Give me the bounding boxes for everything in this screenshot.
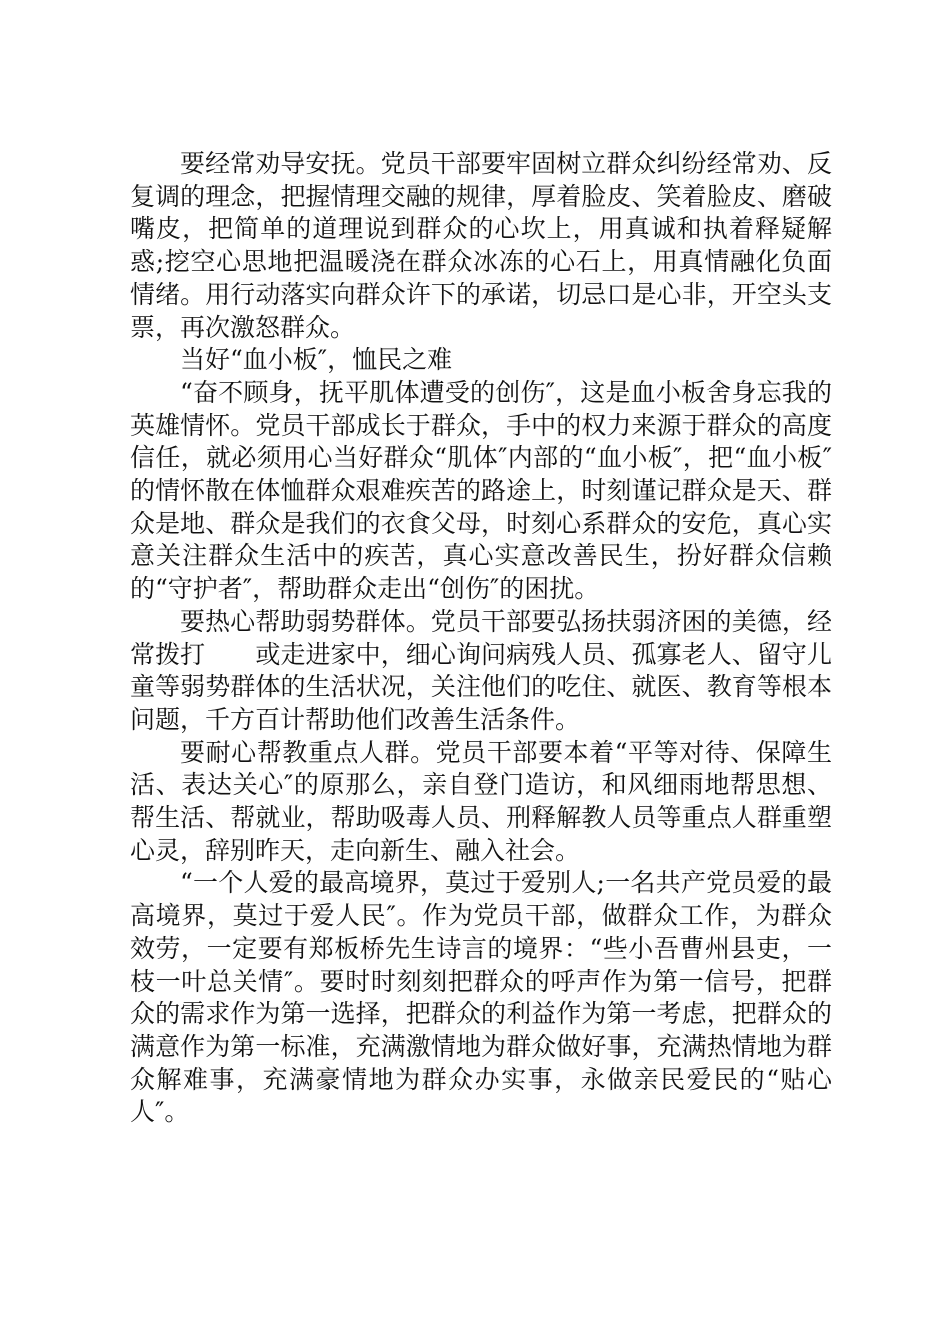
document-body	[130, 148, 832, 1129]
paragraph-persuade: 要经常劝导安抚。党员干部要牢固树立群众纠纷经常劝、反复调的理念，把握情理交融的规律，厚着脸皮、笑着脸皮、磨破嘴皮，把简单的道理说到群众的心坎上，用真诚和执着释疑解惑;挖空心思地把温暖浇在群众冰冻的心石上，用真情融化负面情绪。用行动落实向群众许下的承诺，切忌口是心非，开空头支票，再次激怒群众。	[130, 149, 832, 342]
paragraph-key-groups: 要耐心帮教重点人群。党员干部要本着“平等对待、保障生活、表达关心″的原那么，亲自登门造访，和风细雨地帮思想、帮生活、帮就业，帮助吸毒人员、刑释解教人员等重点人群重塑心灵，辞别昨天，走向新生、融入社会。	[130, 737, 832, 865]
paragraph-conclusion: “一个人爱的最高境界，莫过于爱别人;一名共产党员爱的最高境界，莫过于爱人民″。作为党员干部，做群众工作，为群众效劳，一定要有郑板桥先生诗言的境界：“些小吾曹州县吏，一枝一叶总关情″。要时时刻刻把群众的呼声作为第一信号，把群众的需求作为第一选择，把群众的利益作为第一考虑，把群众的满意作为第一标准，充满激情地为群众做好事，充满热情地为群众解难事，充满豪情地为群众办实事，永做亲民爱民的“贴心人″。	[130, 868, 832, 1127]
section-heading-platelet: 当好“血小板″，恤民之难	[180, 345, 453, 375]
paragraph-vulnerable-groups: 要热心帮助弱势群体。党员干部要弘扬扶弱济困的美德，经常拨打 或走进家中，细心询问病残人员、孤寡老人、留守儿童等弱势群体的生活状况，关注他们的吃住、就医、教育等根本问题，千方百计帮助他们改善生活条件。	[130, 606, 832, 734]
paragraph-platelet: “奋不顾身，抚平肌体遭受的创伤″，这是血小板舍身忘我的英雄情怀。党员干部成长于群众，手中的权力来源于群众的高度信任，就必须用心当好群众“肌体″内部的“血小板″，把“血小板″的情怀散在体恤群众艰难疾苦的路途上，时刻谨记群众是天、群众是地、群众是我们的衣食父母，时刻心系群众的安危，真心实意关注群众生活中的疾苦，真心实意改善民生，扮好群众信赖的“守护者″，帮助群众走出“创伤″的困扰。	[130, 377, 832, 604]
